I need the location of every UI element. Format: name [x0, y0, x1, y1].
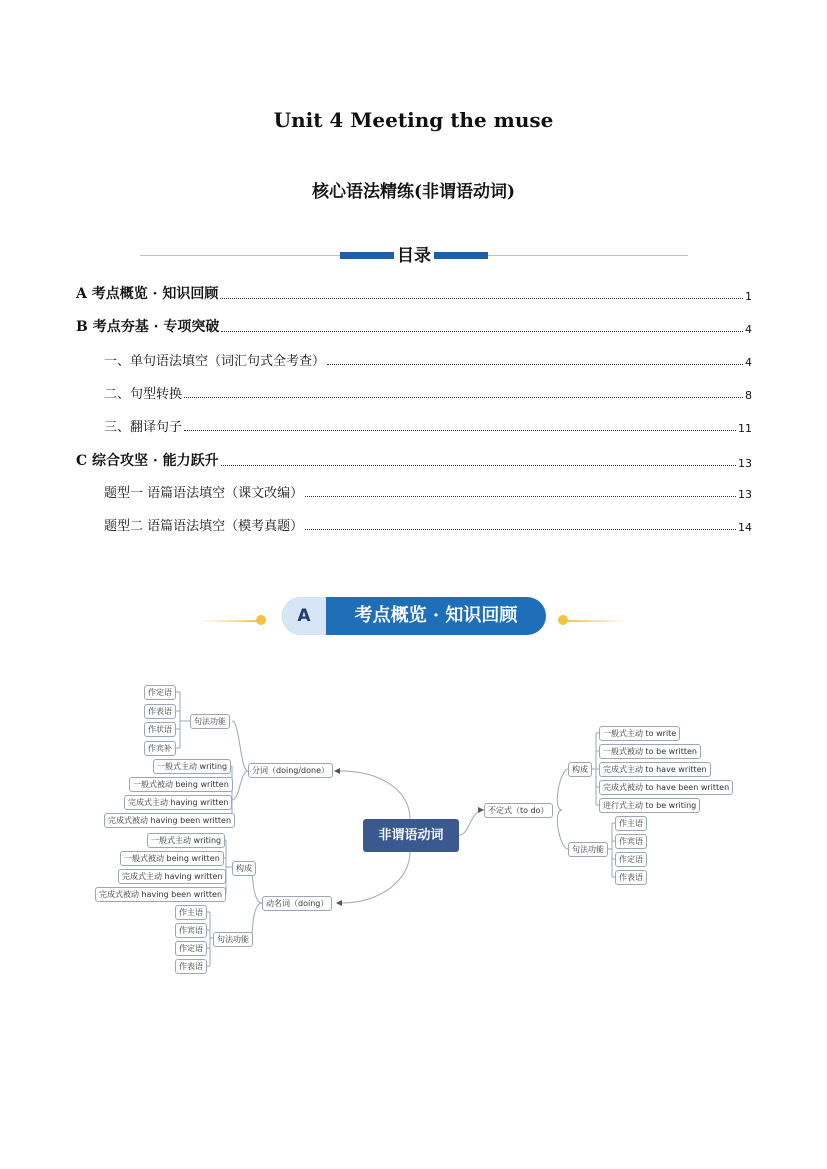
participle-function-item: 作定语 [144, 685, 176, 700]
toc-entry-page: 11 [738, 422, 752, 435]
infinitive-form-item: 完成式被动 to have been written [599, 780, 733, 795]
gerund-form-node: 构成 [232, 861, 256, 876]
gerund-function-item: 作宾语 [175, 923, 207, 938]
participle-form-item: 一般式被动 being written [129, 777, 233, 792]
infinitive-function-item: 作表语 [615, 870, 647, 885]
infinitive-form-item: 完成式主动 to have written [599, 762, 711, 777]
document-subtitle: 核心语法精练(非谓语动词) [311, 182, 516, 202]
toc-entry-page: 14 [738, 521, 752, 534]
infinitive-function-item: 作宾语 [615, 834, 647, 849]
toc-entry-label: B 考点夯基 · 专项突破 [76, 319, 220, 335]
toc-entry-label: C 综合攻坚 · 能力跃升 [76, 453, 219, 469]
gerund-function-item: 作主语 [175, 905, 207, 920]
toc-entry-page: 4 [745, 323, 752, 336]
banner-title: 考点概览 · 知识回顾 [354, 605, 518, 626]
infinitive-function-item: 作定语 [615, 852, 647, 867]
gerund-form-item: 一般式主动 writing [147, 833, 225, 848]
gerund-function-node: 句法功能 [213, 932, 253, 947]
toc-entry-page: 8 [745, 389, 752, 402]
document-title: Unit 4 Meeting the muse [273, 108, 554, 132]
mindmap-center-node: 非谓语动词 [363, 819, 459, 852]
participle-function-node: 句法功能 [190, 714, 230, 729]
toc-entry-label: A 考点概览 · 知识回顾 [76, 286, 219, 302]
connector-center-gerund [342, 852, 410, 903]
toc-entry-label: 题型二 语篇语法填空（模考真题） [104, 519, 304, 534]
infinitive-function-item: 作主语 [615, 816, 647, 831]
infinitive-form-node: 构成 [568, 762, 592, 777]
connector-center-participle [340, 771, 410, 819]
participle-function-item: 作表语 [144, 704, 176, 719]
infinitive-function-node: 句法功能 [568, 842, 608, 857]
infinitive-form-item: 一般式被动 to be written [599, 744, 701, 759]
toc-entry-page: 13 [738, 488, 752, 501]
infinitive-node: 不定式（to do） [484, 803, 553, 818]
participle-form-item: 完成式主动 having written [124, 795, 232, 810]
toc-heading-label: 目录 [397, 246, 431, 266]
toc-entry-page: 4 [745, 356, 752, 369]
gerund-node: 动名词（doing） [262, 896, 332, 911]
participle-form-item: 一般式主动 writing [153, 759, 231, 774]
participle-form-item: 完成式被动 having been written [104, 813, 235, 828]
participle-function-item: 作宾补 [144, 741, 176, 756]
infinitive-form-item: 进行式主动 to be writing [599, 798, 700, 813]
participle-node: 分词（doing/done） [248, 763, 333, 778]
connector-center-infinitive [459, 810, 484, 835]
banner-letter: A [297, 606, 311, 626]
toc-entry-label: 一、单句语法填空（词汇句式全考查） [104, 354, 326, 369]
gerund-function-item: 作定语 [175, 941, 207, 956]
toc-entry-page: 13 [738, 457, 752, 470]
infinitive-form-item: 一般式主动 to write [599, 726, 680, 741]
toc-entry-label: 三、翻译句子 [104, 420, 183, 435]
participle-function-item: 作状语 [144, 722, 176, 737]
toc-entry-label: 二、句型转换 [104, 387, 183, 402]
gerund-form-item: 完成式主动 having written [118, 869, 226, 884]
toc-entry-label: 题型一 语篇语法填空（课文改编） [104, 486, 304, 501]
gerund-function-item: 作表语 [175, 959, 207, 974]
gerund-form-item: 一般式被动 being written [120, 851, 224, 866]
gerund-form-item: 完成式被动 having been written [95, 887, 226, 902]
toc-entry-page: 1 [745, 290, 752, 303]
